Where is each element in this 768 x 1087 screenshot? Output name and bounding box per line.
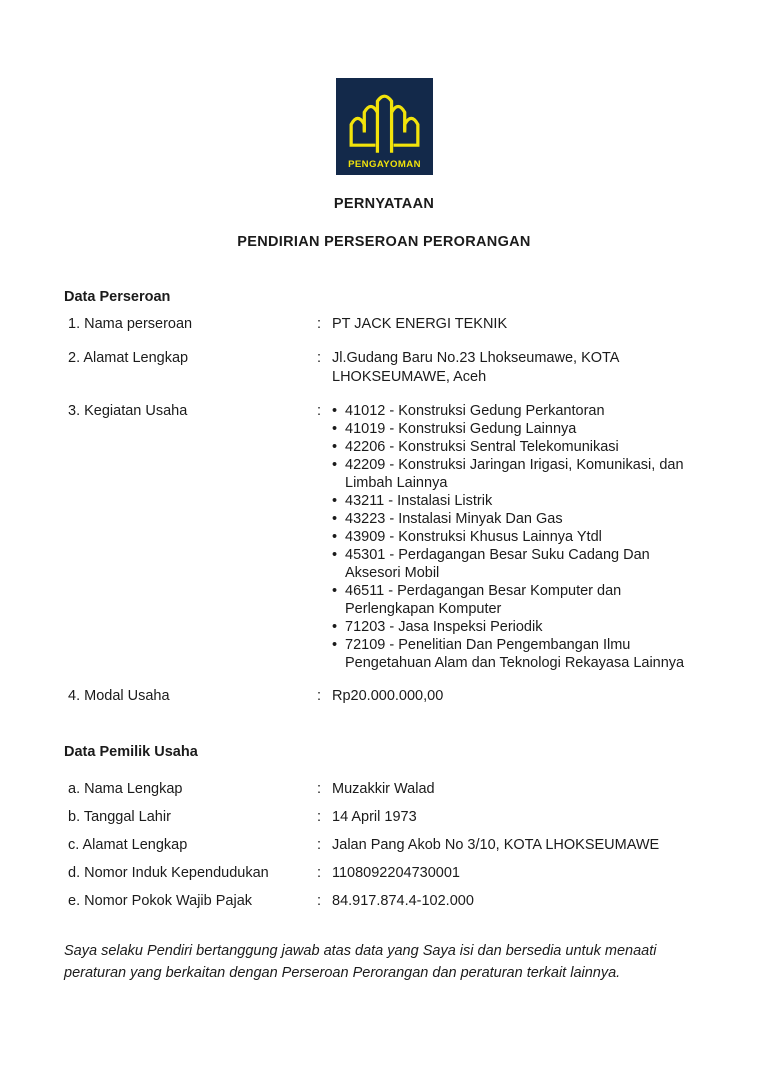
field-label: d. Nomor Induk Kependudukan [68,865,269,881]
field-label: b. Tanggal Lahir [68,809,171,825]
activity-text: 46511 - Perdagangan Besar Komputer dan Perlengkapan Komputer [345,583,622,617]
company-activities-row [64,402,704,672]
owner-data-section [64,743,704,911]
bullet-icon: • [332,637,338,653]
bullet-icon: • [332,583,338,599]
activity-text: 41019 - Konstruksi Gedung Lainnya [345,421,577,437]
document-subtitle: PENDIRIAN PERSEROAN PERORANGAN [237,234,531,250]
bullet-icon: • [332,547,338,563]
owner-data-heading: Data Pemilik Usaha [64,744,198,760]
business-activity-item [332,510,704,528]
bullet-icon: • [332,457,338,473]
colon-separator: : [317,893,322,909]
activity-text: 72109 - Penelitian Dan Pengembangan Ilmu Pengetahuan Alam dan Teknologi Rekayasa Lainnya [345,637,685,671]
colon-separator: : [317,316,322,332]
bullet-icon: • [332,439,338,455]
activity-text: 43211 - Instalasi Listrik [345,493,493,509]
business-activity-item [332,582,704,618]
business-activity-item [332,636,704,672]
bullet-icon: • [332,529,338,545]
field-value: PT JACK ENERGI TEKNIK [332,316,508,332]
field-label: a. Nama Lengkap [68,781,183,797]
activity-text: 42206 - Konstruksi Sentral Telekomunikasi [345,439,619,455]
field-value: 84.917.874.4-102.000 [332,893,474,909]
company-name-row [64,315,704,334]
owner-nik-row [64,864,704,883]
field-label: c. Alamat Lengkap [68,837,188,853]
colon-separator: : [317,350,322,366]
business-activity-item [332,546,704,582]
bullet-icon: • [332,421,338,437]
ministry-logo [0,0,768,175]
colon-separator: : [317,837,322,853]
business-activity-item [332,402,704,420]
activity-text: 43909 - Konstruksi Khusus Lainnya Ytdl [345,529,602,545]
colon-separator: : [317,403,322,419]
field-value: Jalan Pang Akob No 3/10, KOTA LHOKSEUMAWE [332,837,660,853]
pengayoman-logo-icon [336,78,433,175]
field-label: e. Nomor Pokok Wajib Pajak [68,893,253,909]
company-capital-row [64,687,704,706]
owner-name-row [64,780,704,799]
company-data-section [64,288,704,706]
colon-separator: : [317,809,322,825]
company-address-row [64,349,704,387]
owner-address-row [64,836,704,855]
declaration-paragraph: Saya selaku Pendiri bertanggung jawab atas data yang Saya isi dan bersedia untuk menaati peraturan yang berkaitan dengan Perseroan Perorangan dan peraturan terkait lainnya. [64,943,657,981]
field-value: Muzakkir Walad [332,781,435,797]
activity-text: 41012 - Konstruksi Gedung Perkantoran [345,403,605,419]
business-activity-item [332,438,704,456]
field-value: 1108092204730001 [332,865,460,881]
business-activity-item [332,492,704,510]
colon-separator: : [317,688,322,704]
field-label: 3. Kegiatan Usaha [68,403,188,419]
field-label: 1. Nama perseroan [68,316,193,332]
bullet-icon: • [332,403,338,419]
activity-text: 43223 - Instalasi Minyak Dan Gas [345,511,563,527]
field-value: Jl.Gudang Baru No.23 Lhokseumawe, KOTA LHOKSEUMAWE, Aceh [332,350,619,385]
bullet-icon: • [332,511,338,527]
owner-birthdate-row [64,808,704,827]
bullet-icon: • [332,493,338,509]
field-value: Rp20.000.000,00 [332,688,444,704]
colon-separator: : [317,781,322,797]
owner-npwp-row [64,892,704,911]
business-activity-item [332,456,704,492]
business-activity-item [332,618,704,636]
business-activities-list [332,402,704,672]
document-title: PERNYATAAN [333,196,435,212]
field-label: 2. Alamat Lengkap [68,350,189,366]
business-activity-item [332,420,704,438]
field-value: 14 April 1973 [332,809,417,825]
business-activity-item [332,528,704,546]
logo-caption: PENGAYOMAN [347,158,421,170]
field-label: 4. Modal Usaha [68,688,170,704]
company-data-heading: Data Perseroan [64,289,171,305]
activity-text: 45301 - Perdagangan Besar Suku Cadang Dan Aksesori Mobil [345,547,650,581]
colon-separator: : [317,865,322,881]
activity-text: 71203 - Jasa Inspeksi Periodik [345,619,543,635]
bullet-icon: • [332,619,338,635]
activity-text: 42209 - Konstruksi Jaringan Irigasi, Komunikasi, dan Limbah Lainnya [345,457,684,491]
document-body [0,288,768,984]
